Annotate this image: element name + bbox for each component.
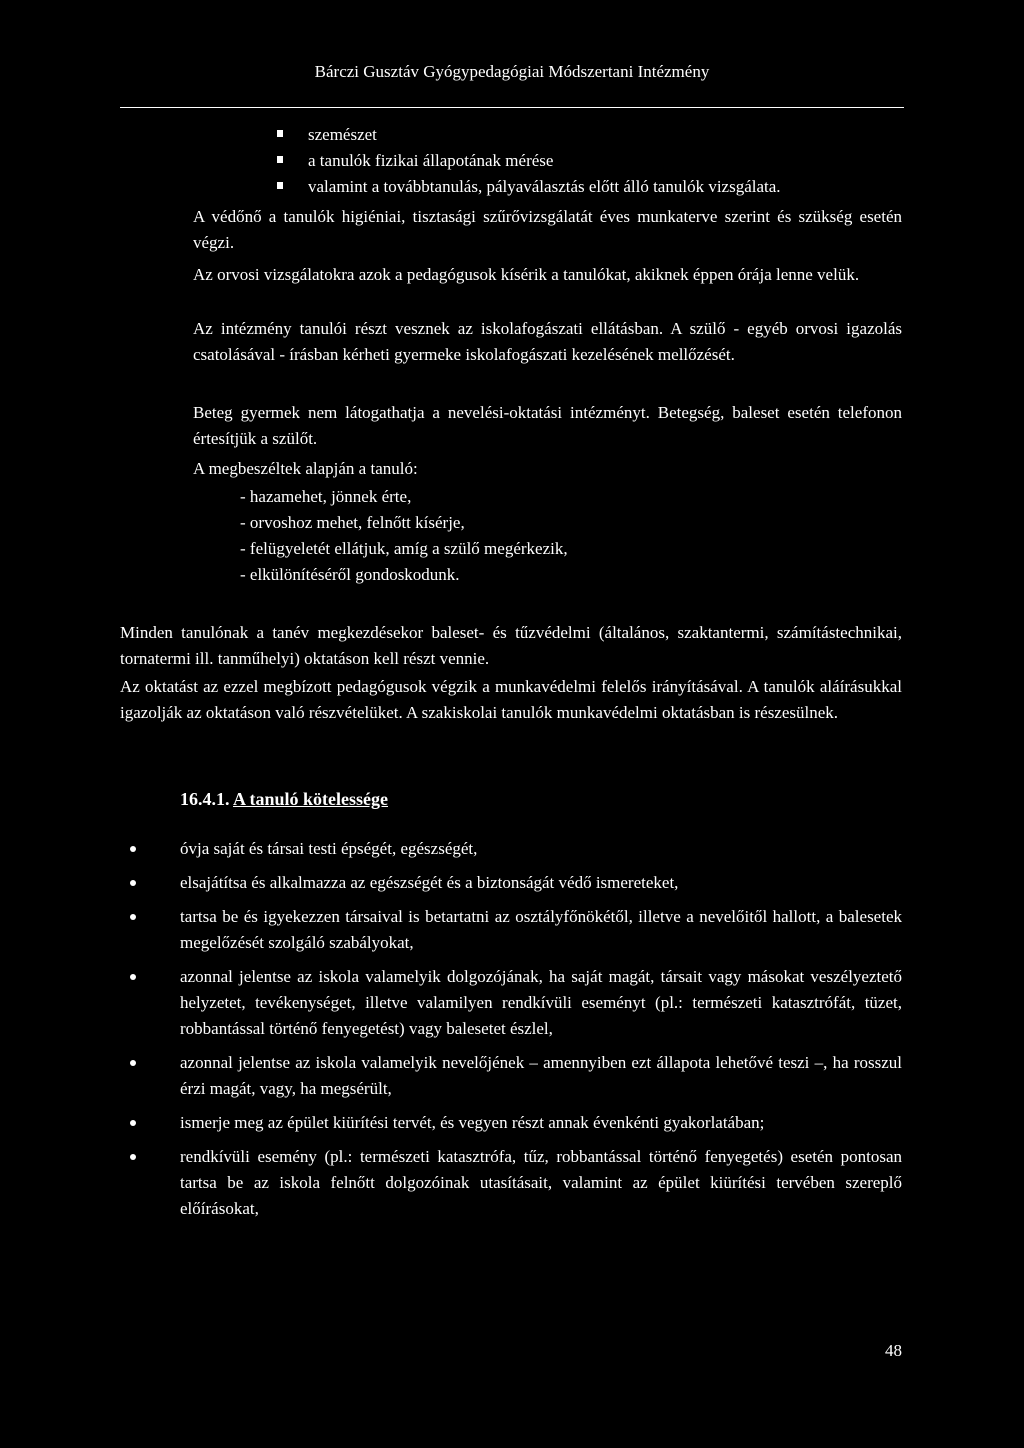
- list-item: azonnal jelentse az iskola valamelyik dolgozójának, ha saját magát, társait vagy másokat veszélyeztető helyzetet, tevékenységet, illetve valamilyen rendkívüli eseményt (pl.: természeti katasztrófát, tüzet, robbantással történő fenyegetést) vagy balesetet észlel,: [128, 964, 902, 1042]
- square-bullet-list: [276, 122, 781, 200]
- list-item: - orvoshoz mehet, felnőtt kísérje,: [240, 513, 465, 532]
- list-item: azonnal jelentse az iskola valamelyik nevelőjének – amennyiben ezt állapota lehetővé teszi –, ha rosszul érzi magát, vagy, ha megsérült,: [128, 1050, 902, 1102]
- page-number: 48: [885, 1341, 902, 1360]
- dash-list: [240, 484, 568, 588]
- list-item: tartsa be és igyekezzen társaival is betartatni az osztályfőnökétől, illetve a nevelőitől hallott, a balesetek megelőzését szolgáló szabályokat,: [128, 904, 902, 956]
- list-item: - elkülönítéséről gondoskodunk.: [240, 565, 460, 584]
- page-header: Bárczi Gusztáv Gyógypedagógiai Módszertani Intézmény: [314, 62, 710, 81]
- section-heading: [180, 786, 388, 812]
- list-item: a tanulók fizikai állapotának mérése: [276, 148, 781, 174]
- header-divider: [120, 107, 904, 108]
- paragraph-orvosi: Az orvosi vizsgálatokra azok a pedagógusok kísérik a tanulókat, akiknek éppen órája lenne velük.: [193, 265, 860, 284]
- list-item: - felügyeletét ellátjuk, amíg a szülő megérkezik,: [240, 539, 568, 558]
- paragraph-minden: Minden tanulónak a tanév megkezdésekor baleset- és tűzvédelmi (általános, szaktantermi, számítástechnikai, tornatermi ill. tanműhelyi) oktatáson kell részt vennie.: [120, 623, 902, 668]
- section-number: 16.4.1.: [180, 789, 230, 809]
- list-item: szemészet: [276, 122, 781, 148]
- list-item: - hazamehet, jönnek érte,: [240, 487, 412, 506]
- list-item: valamint a továbbtanulás, pályaválasztás előtt álló tanulók vizsgálata.: [276, 174, 781, 200]
- paragraph-oktatast: Az oktatást az ezzel megbízott pedagógusok végzik a munkavédelmi felelős irányításával. A tanulók aláírásukkal igazolják az oktatáson való részvételüket. A szakiskolai tanulók munkavédelmi oktatásban is részesülnek.: [120, 677, 902, 722]
- list-item: óvja saját és társai testi épségét, egészségét,: [128, 836, 902, 862]
- paragraph-beteg: Beteg gyermek nem látogathatja a nevelési-oktatási intézményt. Betegség, baleset esetén telefonon értesítjük a szülőt.: [193, 403, 902, 448]
- list-item: elsajátítsa és alkalmazza az egészségét és a biztonságát védő ismereteket,: [128, 870, 902, 896]
- paragraph-fogaszat: Az intézmény tanulói részt vesznek az iskolafogászati ellátásban. A szülő - egyéb orvosi igazolás csatolásával - írásban kérheti gyermeke iskolafogászati kezelésének mellőzését.: [193, 319, 902, 364]
- paragraph-megbeszeltek: A megbeszéltek alapján a tanuló:: [193, 459, 418, 478]
- list-item: ismerje meg az épület kiürítési tervét, és vegyen részt annak évenkénti gyakorlatában;: [128, 1110, 902, 1136]
- paragraph-vedono: A védőnő a tanulók higiéniai, tisztasági szűrővizsgálatát éves munkaterve szerint és szükség esetén végzi.: [193, 207, 902, 252]
- section-title: A tanuló kötelessége: [233, 789, 389, 809]
- duties-list: [128, 836, 902, 1230]
- list-item: rendkívüli esemény (pl.: természeti katasztrófa, tűz, robbantással történő fenyegetés) esetén pontosan tartsa be az iskola felnőtt dolgozóinak utasításait, valamint az épület kiürítési tervében szereplő előírásokat,: [128, 1144, 902, 1222]
